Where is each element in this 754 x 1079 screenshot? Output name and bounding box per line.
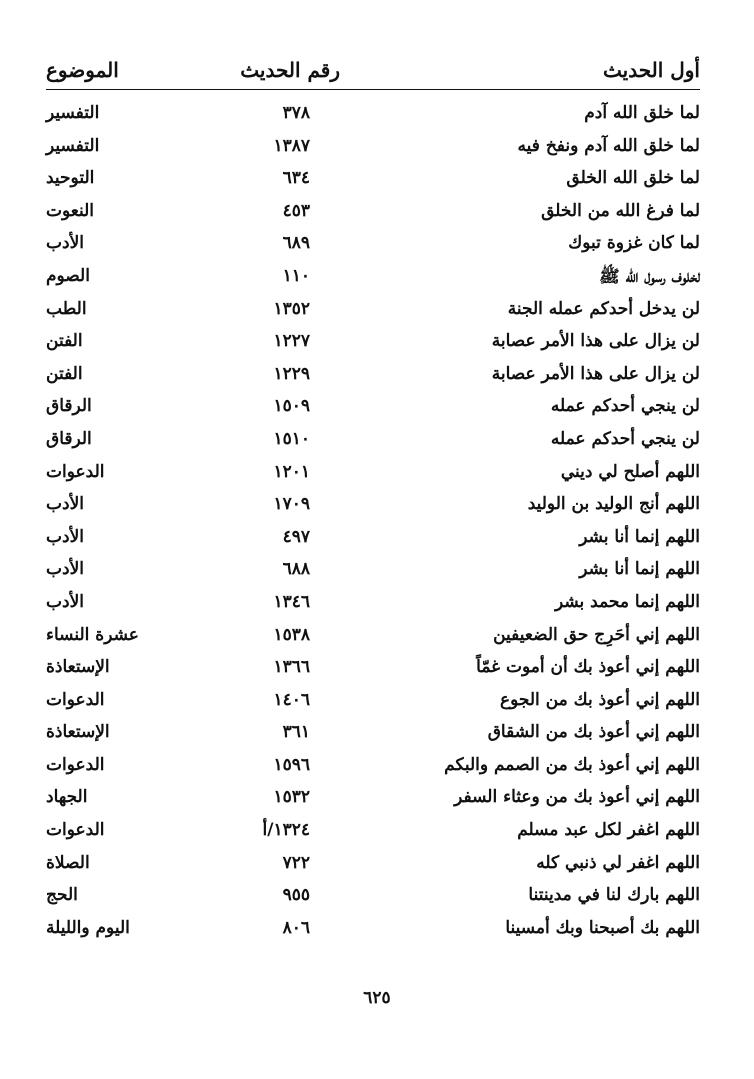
table-row <box>46 426 700 459</box>
table-row <box>46 784 700 817</box>
table-row <box>46 198 700 231</box>
hadith-opening: لما كان غزوة تبوك <box>568 233 700 254</box>
table-row <box>46 296 700 329</box>
table-header <box>46 58 700 88</box>
hadith-opening: اللهم إنما أنا بشر <box>579 526 700 547</box>
hadith-topic: الأدب <box>46 559 84 580</box>
hadith-opening: لما فرغ الله من الخلق <box>541 200 700 221</box>
hadith-number: ١٤٠٦ <box>273 689 310 710</box>
hadith-number: ١٥٠٩ <box>273 396 310 417</box>
number-column-header: رقم الحديث <box>240 58 340 82</box>
hadith-number: ١٣٨٧ <box>273 135 310 156</box>
hadith-topic: الطب <box>46 298 87 319</box>
hadith-opening: اللهم بارك لنا في مدينتنا <box>528 885 700 906</box>
hadith-number: ٦٨٩ <box>282 233 310 254</box>
hadith-opening: لن يزال على هذا الأمر عصابة <box>491 331 700 352</box>
hadith-opening: اللهم إنما محمد بشر <box>554 591 700 612</box>
hadith-opening: اللهم أنج الوليد بن الوليد <box>527 494 700 515</box>
hadith-opening: اللهم أصلح لي ديني <box>560 461 700 482</box>
hadith-number: ١٢٢٧ <box>273 331 310 352</box>
table-row <box>46 915 700 948</box>
hadith-topic: عشرة النساء <box>46 624 139 645</box>
hadith-opening: لخلوف رسول الله ﷺ <box>599 266 700 287</box>
hadith-number: ١٥٣٢ <box>273 787 310 808</box>
hadith-number: ١٣٢٤/أ <box>262 820 310 841</box>
table-row <box>46 589 700 622</box>
hadith-number: ١٥٣٨ <box>273 624 310 645</box>
hadith-opening: اللهم إنما أنا بشر <box>579 559 700 580</box>
hadith-number: ٤٥٣ <box>282 200 310 221</box>
hadith-topic: الحج <box>46 885 78 906</box>
hadith-number: ٣٦١ <box>282 722 310 743</box>
hadith-topic: الجهاد <box>46 787 88 808</box>
hadith-opening: اللهم إني أحَرِج حق الضعيفين <box>493 624 700 645</box>
hadith-topic: الأدب <box>46 591 84 612</box>
hadith-topic: الأدب <box>46 526 84 547</box>
hadith-number: ١٢٢٩ <box>273 363 310 384</box>
hadith-opening: لما خلق الله آدم ونفخ فيه <box>517 135 700 156</box>
hadith-opening: اللهم إني أعوذ بك أن أموت غمّاً <box>476 657 700 678</box>
hadith-number: ٧٢٢ <box>282 852 310 873</box>
hadith-number: ١٢٠١ <box>273 461 310 482</box>
table-row <box>46 133 700 166</box>
hadith-opening: لن يدخل أحدكم عمله الجنة <box>507 298 700 319</box>
hadith-topic: الإستعاذة <box>46 657 110 678</box>
hadith-topic: الدعوات <box>46 820 105 841</box>
hadith-opening: اللهم إني أعوذ بك من وعثاء السفر <box>454 787 700 808</box>
table-row <box>46 654 700 687</box>
header-divider <box>46 89 700 90</box>
topic-column-header: الموضوع <box>46 58 119 82</box>
hadith-opening: لن ينجي أحدكم عمله <box>550 428 700 449</box>
hadith-opening: اللهم اغفر لي ذنبي كله <box>536 852 700 873</box>
hadith-opening: اللهم اغفر لكل عبد مسلم <box>517 820 700 841</box>
hadith-opening: اللهم إني أعوذ بك من الجوع <box>499 689 700 710</box>
hadith-opening: لن ينجي أحدكم عمله <box>550 396 700 417</box>
hadith-number: ٦٨٨ <box>282 559 310 580</box>
table-row <box>46 100 700 133</box>
hadith-column-header: أول الحديث <box>603 58 700 82</box>
table-row <box>46 361 700 394</box>
hadith-opening: اللهم إني أعوذ بك من الصمم والبكم <box>444 754 700 775</box>
table-row <box>46 719 700 752</box>
page-number: ٦٢٥ <box>363 988 391 1008</box>
hadith-number: ٨٠٦ <box>282 917 310 938</box>
hadith-number: ٩٥٥ <box>282 885 310 906</box>
hadith-topic: الفتن <box>46 331 83 352</box>
hadith-topic: الدعوات <box>46 461 105 482</box>
table-row <box>46 393 700 426</box>
hadith-number: ٤٩٧ <box>282 526 310 547</box>
hadith-number: ١٣٦٦ <box>273 657 310 678</box>
hadith-topic: الأدب <box>46 233 84 254</box>
index-table <box>46 100 700 947</box>
hadith-topic: الدعوات <box>46 689 105 710</box>
hadith-number: ١٥٩٦ <box>273 754 310 775</box>
hadith-number: ٣٧٨ <box>282 103 310 123</box>
hadith-topic: الصلاة <box>46 852 90 873</box>
hadith-topic: اليوم والليلة <box>46 917 130 938</box>
hadith-topic: الدعوات <box>46 754 105 775</box>
hadith-number: ١٥١٠ <box>273 428 310 449</box>
table-row <box>46 556 700 589</box>
hadith-topic: الرقاق <box>46 428 92 449</box>
table-row <box>46 328 700 361</box>
hadith-opening: لن يزال على هذا الأمر عصابة <box>491 363 700 384</box>
hadith-number: ١٣٤٦ <box>273 591 310 612</box>
hadith-topic: الأدب <box>46 494 84 515</box>
table-row <box>46 882 700 915</box>
table-row <box>46 524 700 557</box>
hadith-topic: التفسير <box>46 135 100 156</box>
table-row <box>46 165 700 198</box>
hadith-opening: اللهم إني أعوذ بك من الشقاق <box>487 722 700 743</box>
table-row <box>46 622 700 655</box>
table-row <box>46 752 700 785</box>
hadith-topic: التوحيد <box>46 168 95 189</box>
hadith-topic: التفسير <box>46 103 100 123</box>
hadith-opening: لما خلق الله الخلق <box>566 168 700 189</box>
hadith-number: ١٣٥٢ <box>273 298 310 319</box>
table-row <box>46 491 700 524</box>
table-row <box>46 263 700 296</box>
hadith-topic: النعوت <box>46 200 95 221</box>
hadith-topic: الرقاق <box>46 396 92 417</box>
hadith-number: ١٧٠٩ <box>273 494 310 515</box>
hadith-topic: الإستعاذة <box>46 722 110 743</box>
table-row <box>46 230 700 263</box>
table-row <box>46 817 700 850</box>
hadith-topic: الفتن <box>46 363 83 384</box>
hadith-opening: اللهم بك أصبحنا وبك أمسينا <box>505 917 700 938</box>
hadith-number: ٦٣٤ <box>282 168 310 189</box>
hadith-topic: الصوم <box>46 265 90 286</box>
hadith-number: ١١٠ <box>282 265 310 286</box>
table-row <box>46 850 700 883</box>
hadith-opening: لما خلق الله آدم <box>584 103 700 123</box>
table-row <box>46 687 700 720</box>
table-row <box>46 459 700 492</box>
